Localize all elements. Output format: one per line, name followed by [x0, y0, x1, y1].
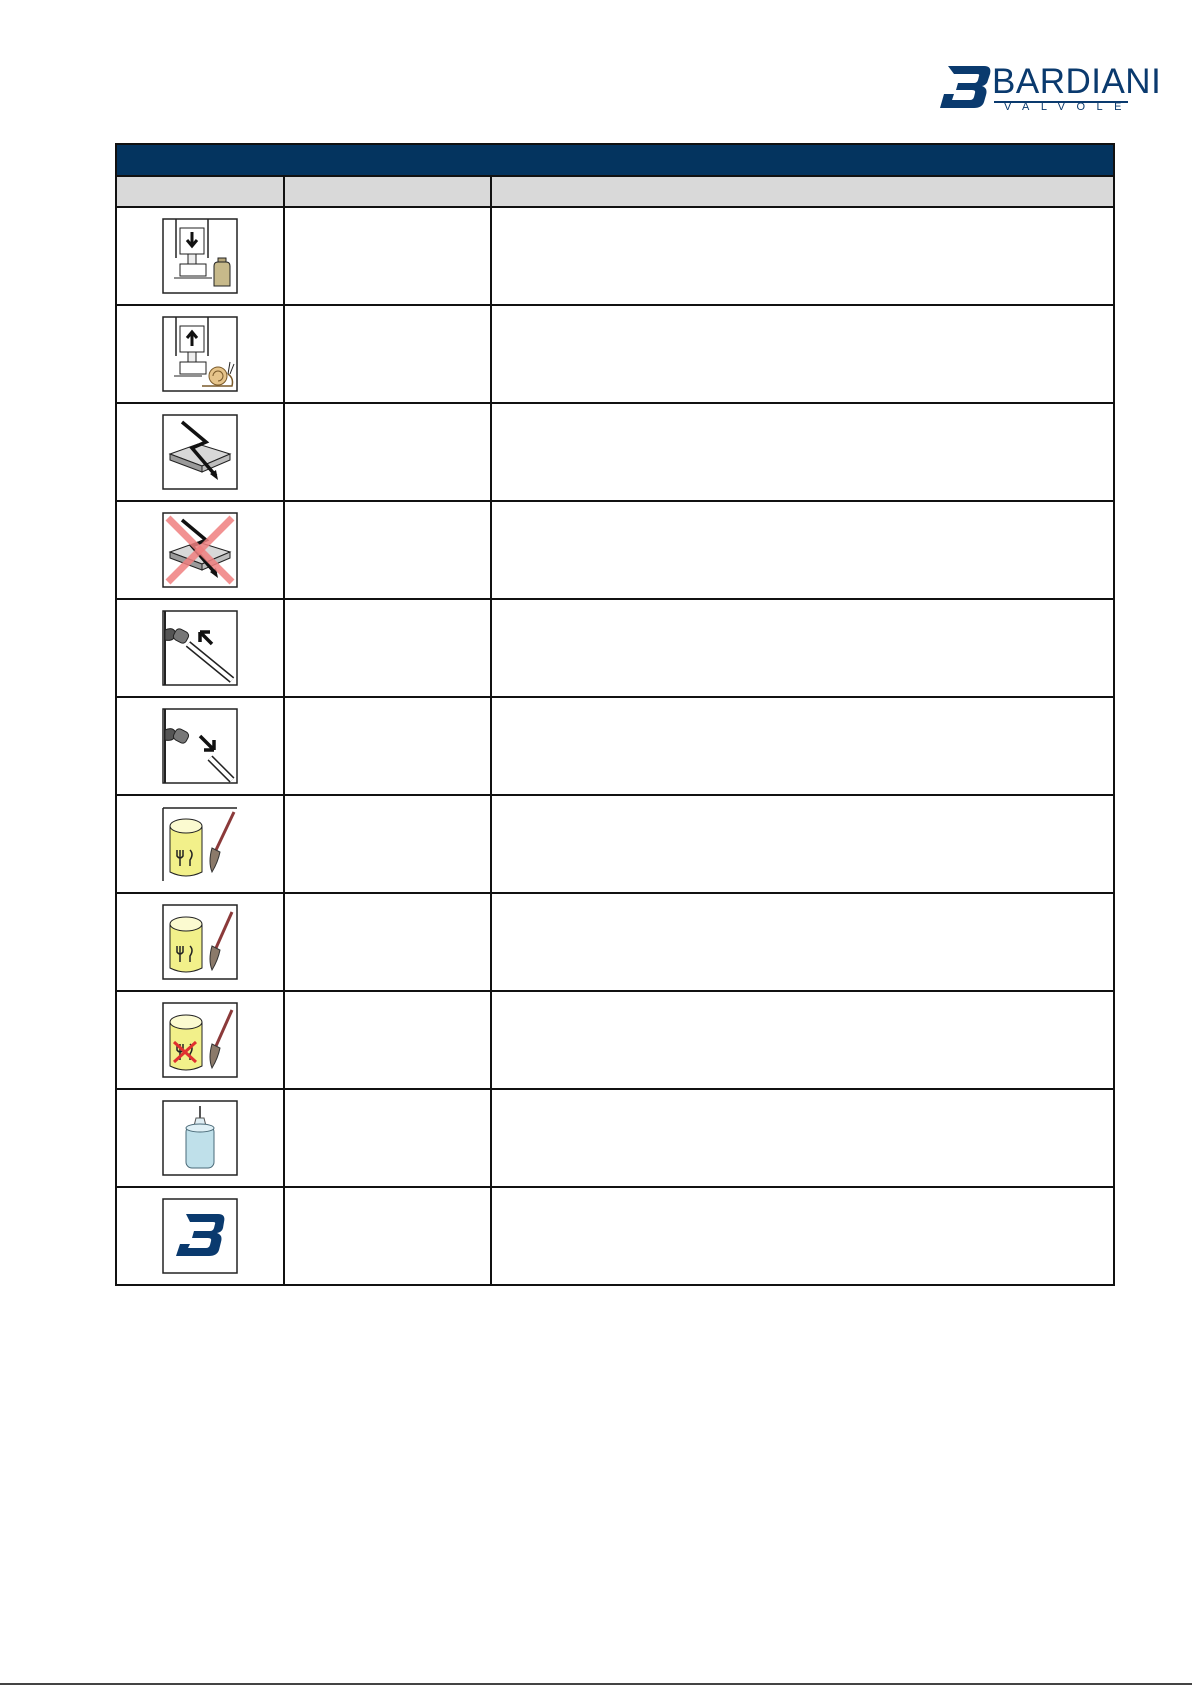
meaning-cell — [284, 1089, 491, 1187]
table-row — [116, 305, 1114, 403]
description-cell — [491, 991, 1114, 1089]
actuator-weight-push-icon — [162, 218, 238, 294]
brand-name: BARDIANI — [992, 62, 1162, 101]
non-food-grease-brush-icon — [162, 1002, 238, 1078]
bardiani-logo — [940, 62, 1162, 114]
description-cell — [491, 893, 1114, 991]
oil-bottle-icon — [162, 1100, 238, 1176]
bardiani-logo-icon — [162, 1198, 238, 1274]
column-header-symbol — [116, 176, 284, 207]
description-cell — [491, 1089, 1114, 1187]
description-cell — [491, 795, 1114, 893]
electric-hazard-forbidden-icon — [162, 512, 238, 588]
meaning-cell — [284, 1187, 491, 1285]
table-title — [116, 144, 1114, 176]
description-cell — [491, 403, 1114, 501]
table-row — [116, 991, 1114, 1089]
table-row — [116, 403, 1114, 501]
meaning-cell — [284, 795, 491, 893]
actuator-slow-return-snail-icon — [162, 316, 238, 392]
table-row — [116, 501, 1114, 599]
food-grade-grease-brush-icon — [162, 806, 238, 882]
meaning-cell — [284, 207, 491, 305]
meaning-cell — [284, 893, 491, 991]
food-grade-grease-brush-boxed-icon — [162, 904, 238, 980]
table-row — [116, 1187, 1114, 1285]
air-hose-connect-icon — [162, 610, 238, 686]
electric-hazard-manual-icon — [162, 414, 238, 490]
description-cell — [491, 697, 1114, 795]
description-cell — [491, 501, 1114, 599]
table-row — [116, 1089, 1114, 1187]
table-row — [116, 599, 1114, 697]
brand-subtitle: VALVOLE — [1004, 101, 1134, 113]
air-hose-disconnect-icon — [162, 708, 238, 784]
table-row — [116, 207, 1114, 305]
meaning-cell — [284, 501, 491, 599]
table-row — [116, 893, 1114, 991]
table-row — [116, 795, 1114, 893]
bardiani-b-mark-icon — [940, 64, 992, 110]
meaning-cell — [284, 991, 491, 1089]
column-header-description — [491, 176, 1114, 207]
meaning-cell — [284, 599, 491, 697]
column-header-meaning — [284, 176, 491, 207]
meaning-cell — [284, 697, 491, 795]
description-cell — [491, 599, 1114, 697]
symbols-table — [115, 143, 1115, 1286]
description-cell — [491, 207, 1114, 305]
table-header-row — [116, 176, 1114, 207]
table-title-row — [116, 144, 1114, 176]
table-row — [116, 697, 1114, 795]
meaning-cell — [284, 403, 491, 501]
description-cell — [491, 305, 1114, 403]
meaning-cell — [284, 305, 491, 403]
description-cell — [491, 1187, 1114, 1285]
